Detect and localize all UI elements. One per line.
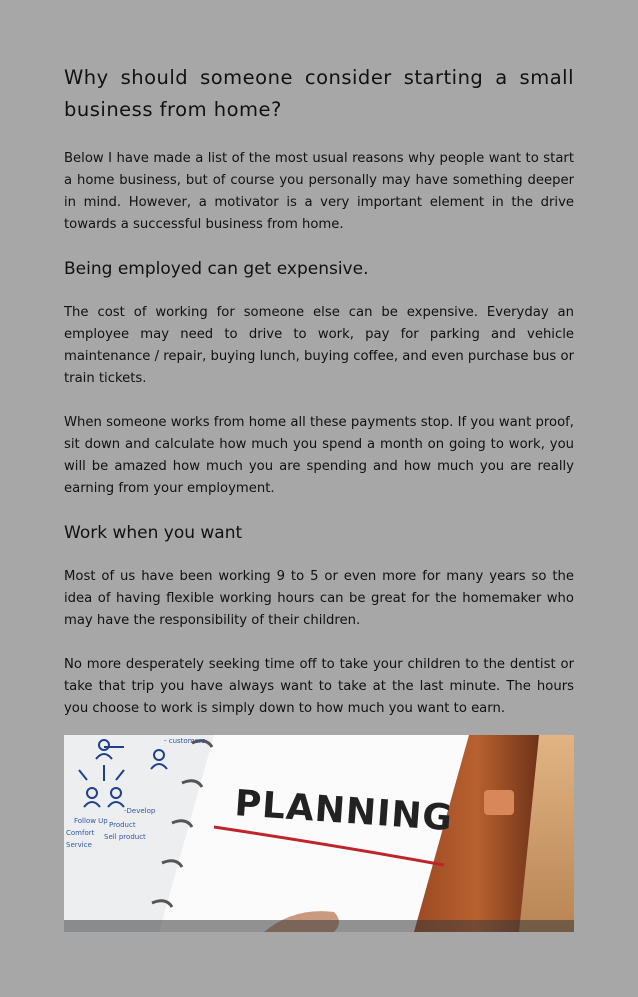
planning-word: PLANNING [233,783,455,840]
section-paragraph: Most of us have been working 9 to 5 or even more for many years so the idea of having flexible working hours can be great for the homemaker who may have the responsibility of their children. [64,569,574,628]
sketch-note: - customers [164,737,206,745]
sketch-note: Sell product [104,833,146,841]
section-heading-work-when-you-want: Work when you want [64,523,243,543]
planning-illustration [64,735,574,932]
sketch-note: Comfort [66,829,95,837]
intro-paragraph: Below I have made a list of the most usual reasons why people want to start a home business, but of course you personally may have something deeper in mind. However, a motivator is a very important element in the drive towards a successful business from home. [64,151,574,232]
article-title: Why should someone consider starting a small business from home? [64,66,574,121]
sketch-note: -Develop [124,807,156,815]
section-paragraph: No more desperately seeking time off to take your children to the dentist or take that trip you have always want to take at the last minute. The hours you choose to work is simply down to how much you want to earn. [64,657,574,716]
section-paragraph: The cost of working for someone else can be expensive. Everyday an employee may need to drive to work, pay for parking and vehicle maintenance / repair, buying lunch, buying coffee, and even purchase bus or train tickets. [64,305,574,386]
article [64,62,574,742]
sketch-note: Product [109,821,136,829]
section-heading-expensive: Being employed can get expensive. [64,259,369,279]
planning-notebook-photo [64,735,574,932]
sketch-note: Follow Up [74,817,108,825]
sketch-note: Service [66,841,92,849]
section-paragraph: When someone works from home all these payments stop. If you want proof, sit down and calculate how much you spend a month on going to work, you will be amazed how much you are spending and how much you are really earning from your employment. [64,415,574,496]
